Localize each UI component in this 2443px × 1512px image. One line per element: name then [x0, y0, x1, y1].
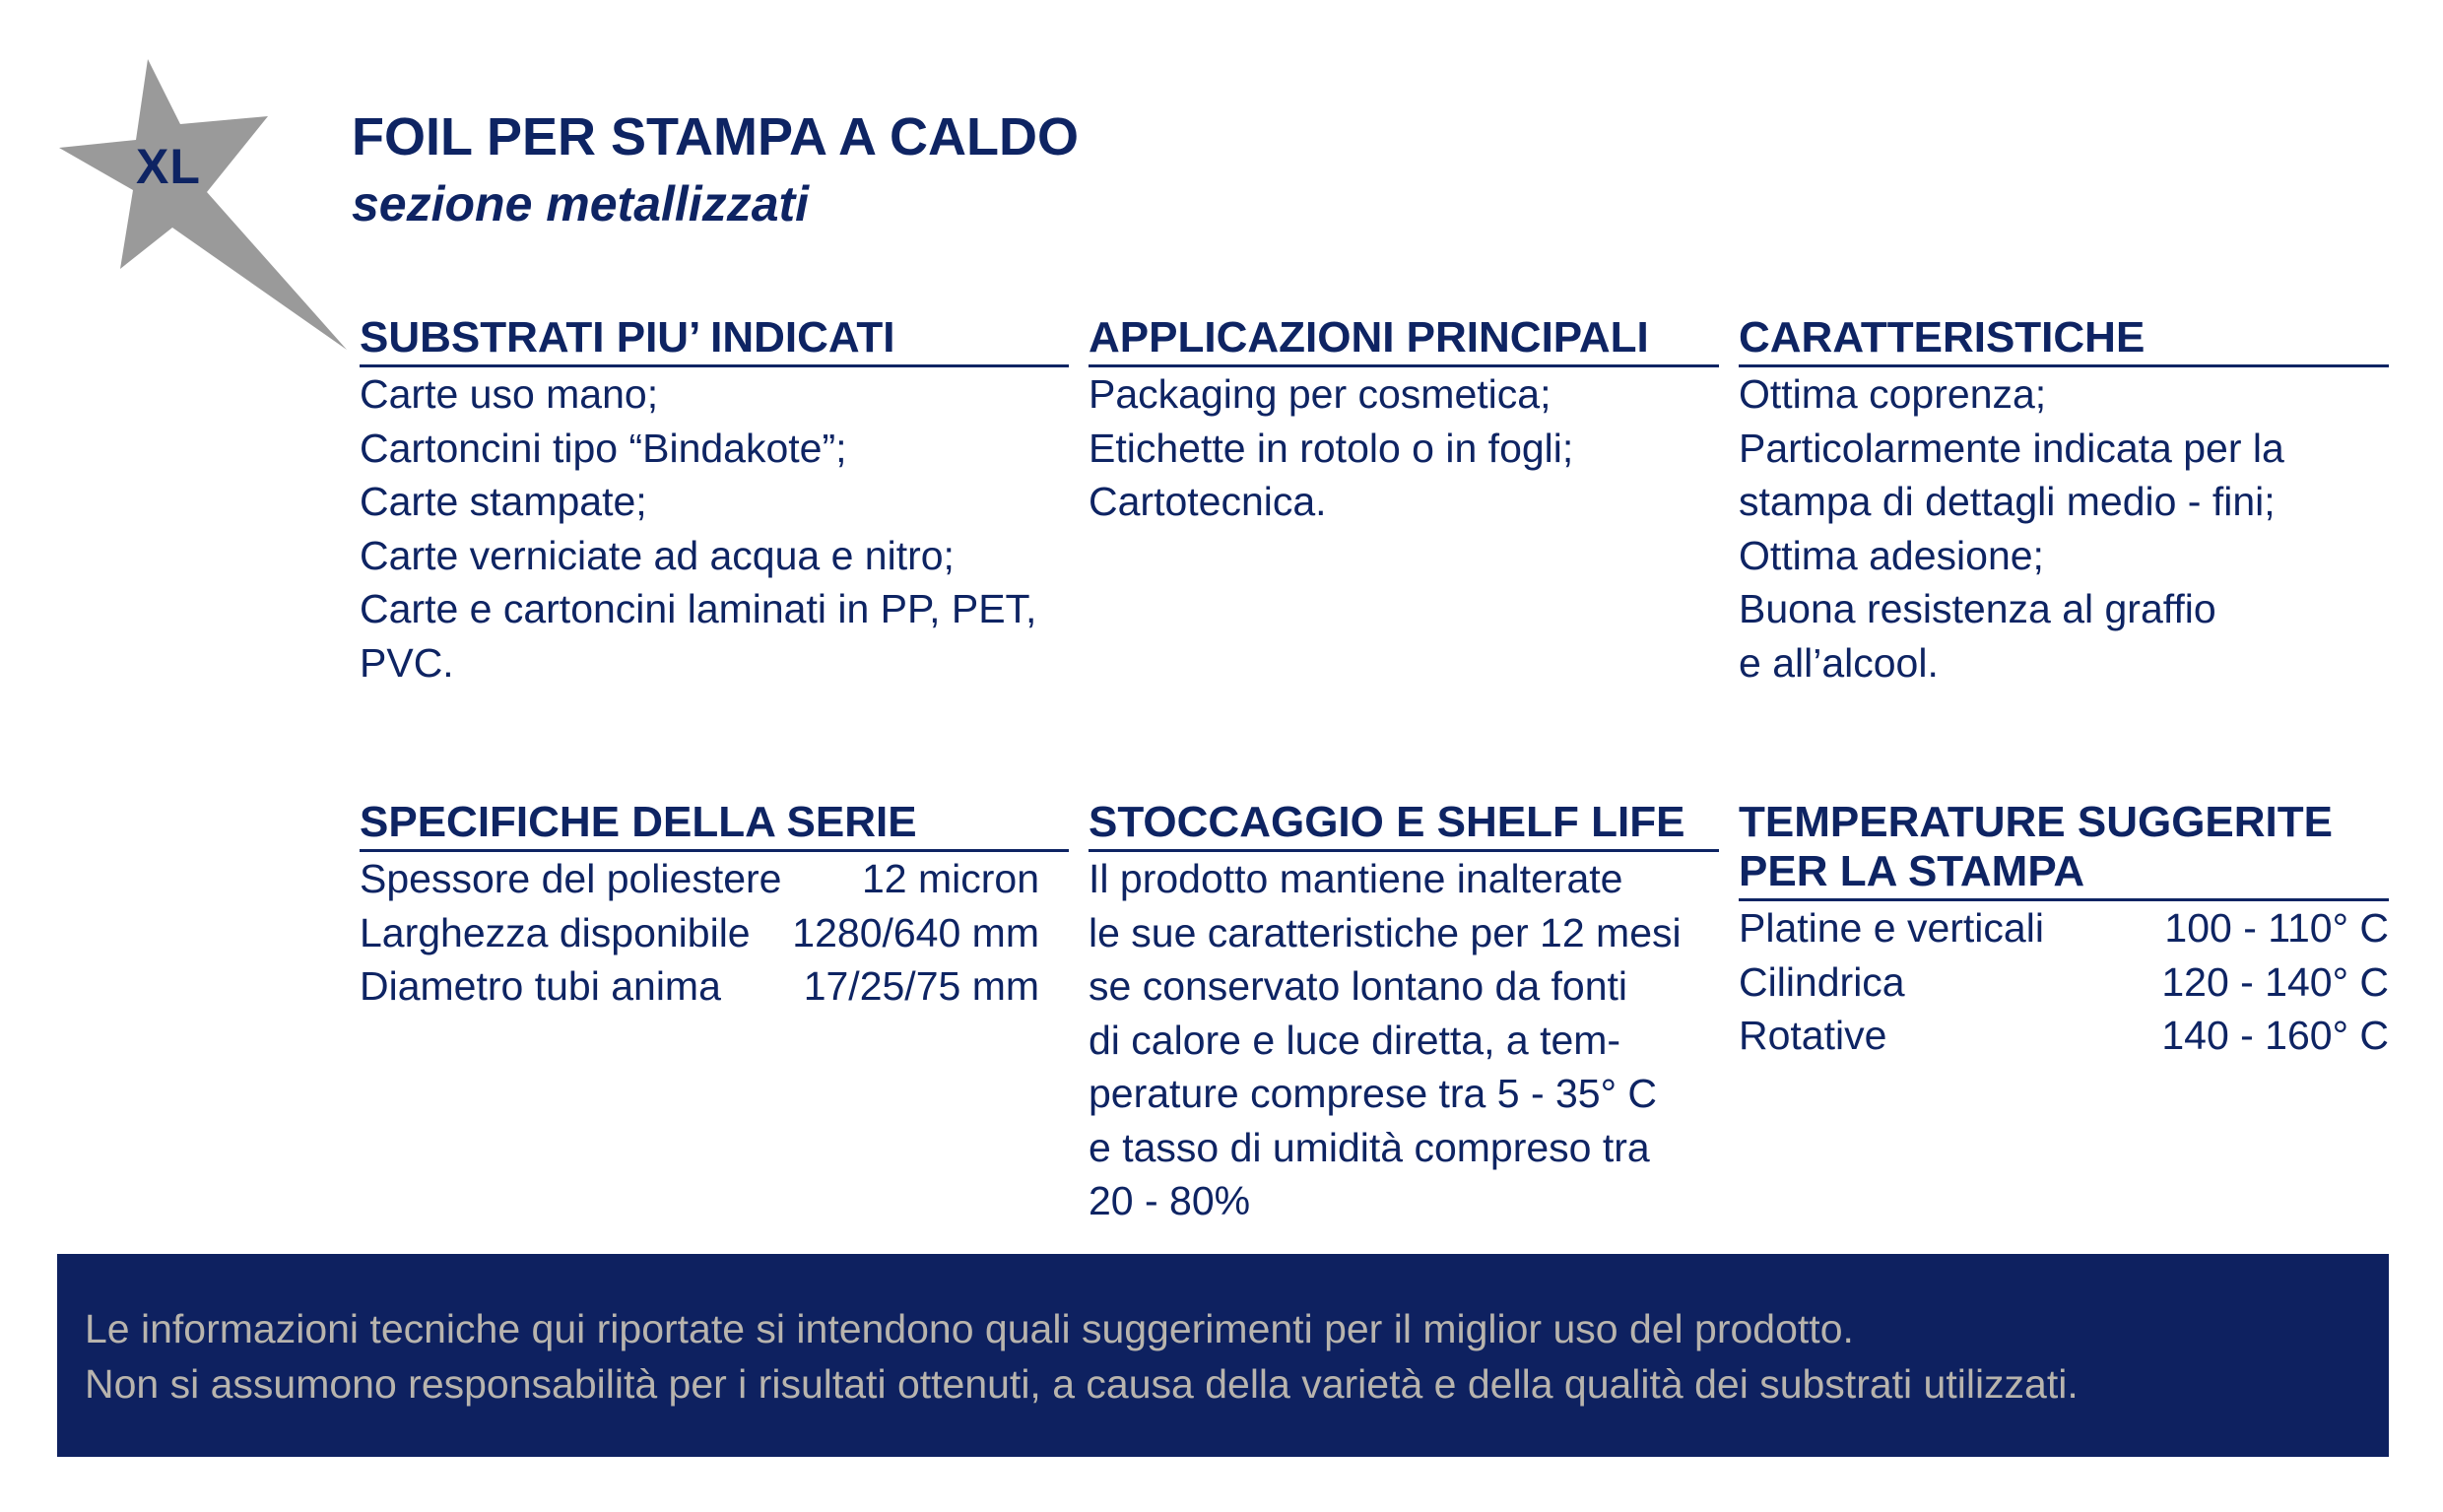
- body-line: e tasso di umidità compreso tra: [1089, 1124, 1650, 1170]
- body-line: Particolarmente indicata per la: [1739, 425, 2284, 471]
- temperature-row: [1739, 955, 2389, 1010]
- temperature-value: 120 - 140° C: [2161, 958, 2389, 1005]
- star-shape: [59, 59, 347, 350]
- body-line: Ottima adesione;: [1739, 532, 2044, 578]
- temperature-table: [1739, 901, 2389, 1063]
- body-line: Buona resistenza al graffio: [1739, 586, 2216, 631]
- xl-star-badge-icon: [49, 49, 364, 364]
- spec-label: Larghezza disponibile: [360, 909, 751, 955]
- heading-line: TEMPERATURE SUGGERITE: [1739, 798, 2334, 846]
- body-line: Carte uso mano;: [360, 371, 659, 417]
- body-line: Carte verniciate ad acqua e nitro;: [360, 532, 955, 578]
- spec-label: Diametro tubi anima: [360, 963, 721, 1009]
- section-applicazioni: [1089, 313, 1719, 529]
- temperature-label: Rotative: [1739, 1013, 1887, 1058]
- body-line: se conservato lontano da fonti: [1089, 963, 1628, 1009]
- section-heading: SPECIFICHE DELLA SERIE: [360, 798, 1069, 852]
- spec-row: [360, 852, 1069, 906]
- spec-value: 17/25/75 mm: [803, 963, 1039, 1009]
- section-specifiche: [360, 798, 1069, 1014]
- temperature-row: [1739, 901, 2389, 955]
- body-line: Cartoncini tipo “Bindakote”;: [360, 425, 847, 471]
- section-temperature: [1739, 798, 2389, 1063]
- page-title: FOIL PER STAMPA A CALDO: [352, 107, 1079, 166]
- body-line: di calore e luce diretta, a tem-: [1089, 1017, 1621, 1063]
- section-heading: APPLICAZIONI PRINCIPALI: [1089, 313, 1719, 367]
- body-line: stampa di dettagli medio - fini;: [1739, 479, 2276, 524]
- body-line: Carte e cartoncini laminati in PP, PET,: [360, 586, 1037, 631]
- section-body: [1089, 367, 1719, 529]
- body-line: Cartotecnica.: [1089, 479, 1327, 524]
- section-substrati: [360, 313, 1069, 690]
- heading-line: PER LA STAMPA: [1739, 847, 2085, 895]
- section-body: [1089, 852, 1719, 1228]
- section-heading: SUBSTRATI PIU’ INDICATI: [360, 313, 1069, 367]
- body-line: Il prodotto mantiene inalterate: [1089, 856, 1623, 901]
- spec-row: [360, 959, 1069, 1014]
- body-line: Ottima coprenza;: [1739, 371, 2047, 417]
- body-line: perature comprese tra 5 - 35° C: [1089, 1071, 1657, 1116]
- section-caratteristiche: [1739, 313, 2389, 690]
- temperature-value: 100 - 110° C: [2164, 905, 2389, 951]
- body-line: le sue caratteristiche per 12 mesi: [1089, 909, 1682, 955]
- section-heading: CARATTERISTICHE: [1739, 313, 2389, 367]
- spec-value: 12 micron: [861, 856, 1039, 901]
- body-line: e all’alcool.: [1739, 639, 1939, 686]
- body-line: PVC.: [360, 639, 454, 686]
- section-stoccaggio: [1089, 798, 1719, 1228]
- section-body: [360, 367, 1069, 690]
- section-body: [1739, 367, 2389, 690]
- body-line: Etichette in rotolo o in fogli;: [1089, 425, 1574, 471]
- disclaimer-footer: [57, 1254, 2389, 1457]
- temperature-row: [1739, 1009, 2389, 1063]
- body-line: Packaging per cosmetica;: [1089, 371, 1552, 417]
- temperature-label: Platine e verticali: [1739, 905, 2044, 951]
- spec-label: Spessore del poliestere: [360, 856, 782, 901]
- disclaimer-line: Non si assumono responsabilità per i risultati ottenuti, a causa della varietà e della qualità dei substrati utilizzati.: [85, 1361, 2079, 1407]
- section-heading: STOCCAGGIO E SHELF LIFE: [1089, 798, 1719, 852]
- section-heading: [1739, 798, 2389, 901]
- spec-table: [360, 852, 1069, 1014]
- body-line: Carte stampate;: [360, 479, 647, 524]
- temperature-label: Cilindrica: [1739, 958, 1905, 1005]
- body-line: 20 - 80%: [1089, 1178, 1251, 1223]
- temperature-value: 140 - 160° C: [2161, 1013, 2389, 1058]
- disclaimer-line: Le informazioni tecniche qui riportate si intendono quali suggerimenti per il miglior uso del prodotto.: [85, 1306, 1854, 1351]
- spec-value: 1280/640 mm: [792, 909, 1039, 955]
- page-subtitle: sezione metallizzati: [352, 176, 810, 231]
- spec-row: [360, 906, 1069, 960]
- badge-label: XL: [136, 139, 201, 194]
